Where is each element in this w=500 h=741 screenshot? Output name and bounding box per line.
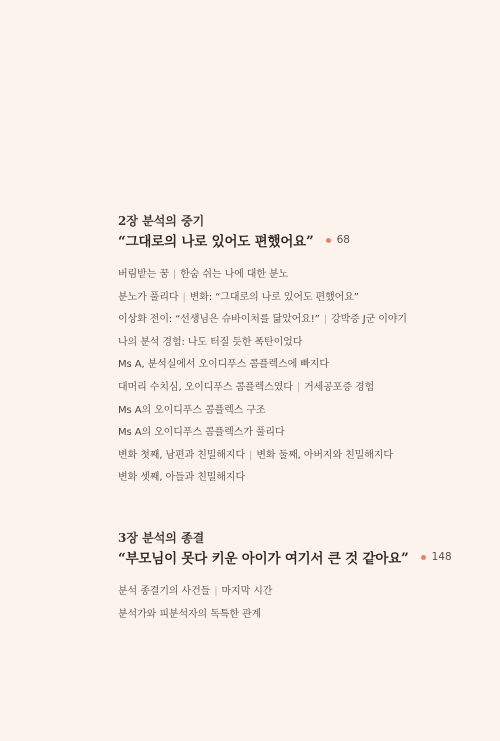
separator: | xyxy=(214,586,218,597)
chapter-label: 3장 분석의 종결 xyxy=(118,531,205,545)
entry-text: 변화 첫째, 남편과 친밀해지다 xyxy=(118,449,246,461)
toc-entry xyxy=(118,581,488,604)
chapter-title: “부모님이 못다 키운 아이가 여기서 큰 것 같아요” xyxy=(118,551,409,567)
entry-text: 거세공포증 경험 xyxy=(304,381,375,393)
toc-entry xyxy=(118,400,488,423)
toc-entry xyxy=(118,467,488,490)
chapter-2 xyxy=(118,213,488,490)
entry-text: 분석가와 피분석자의 독특한 관계 xyxy=(118,608,262,620)
toc-entry xyxy=(118,332,488,355)
entry-text: 분석 종결기의 사건들 xyxy=(118,586,211,597)
chapter-title: “그대로의 나로 있어도 편했어요” xyxy=(118,234,314,250)
separator: | xyxy=(172,269,177,280)
entry-list xyxy=(118,264,488,490)
chapter-label: 2장 분석의 중기 xyxy=(118,214,205,228)
entry-text: Ms A의 오이디푸스 콤플렉스 구조 xyxy=(118,404,266,416)
toc-entry xyxy=(118,354,488,377)
toc-entry xyxy=(118,287,488,310)
entry-text: 변화 셋째, 아들과 친밀해지다 xyxy=(118,472,246,484)
toc-entry xyxy=(118,377,488,400)
chapter-3 xyxy=(118,530,488,626)
entry-text: 이상화 전이: “선생님은 슈바이처를 닮았어요!” xyxy=(118,314,320,326)
page-number: 68 xyxy=(336,234,350,246)
toc-entry xyxy=(118,445,488,468)
separator: | xyxy=(323,314,328,326)
entry-text: 버림받는 꿈 xyxy=(118,269,169,280)
entry-text: 마지막 시간 xyxy=(221,586,273,597)
chapter-title-row xyxy=(118,547,488,567)
entry-text: 대머리 수치심, 오이디푸스 콤플렉스였다 xyxy=(118,381,293,393)
entry-text: 나의 분석 경험: 나도 터질 듯한 폭탄이었다 xyxy=(118,336,303,348)
entry-text: Ms A, 분석실에서 오이디푸스 콤플렉스에 빠지다 xyxy=(118,359,329,371)
toc-entry xyxy=(118,604,488,627)
entry-text: Ms A의 오이디푸스 콤플렉스가 풀리다 xyxy=(118,427,285,439)
entry-text: 한숨 쉬는 나에 대한 분노 xyxy=(180,269,289,280)
toc-entry xyxy=(118,309,488,332)
separator: | xyxy=(182,291,186,303)
entry-list xyxy=(118,581,488,626)
separator: | xyxy=(296,381,301,393)
toc-entry xyxy=(118,264,488,287)
entry-text: 강박증 J군 이야기 xyxy=(331,314,407,326)
separator: | xyxy=(249,449,253,461)
entry-text: 변화: “그대로의 나로 있어도 편했어요” xyxy=(189,291,359,303)
chapter-title-row xyxy=(118,230,488,250)
entry-text: 변화 둘째, 아버지와 친밀해지다 xyxy=(256,449,393,461)
bullet-dot-icon xyxy=(326,238,331,243)
entry-text: 분노가 풀리다 xyxy=(118,291,179,303)
toc-entry xyxy=(118,422,488,445)
page-number: 148 xyxy=(431,551,452,563)
bullet-dot-icon xyxy=(421,555,426,560)
